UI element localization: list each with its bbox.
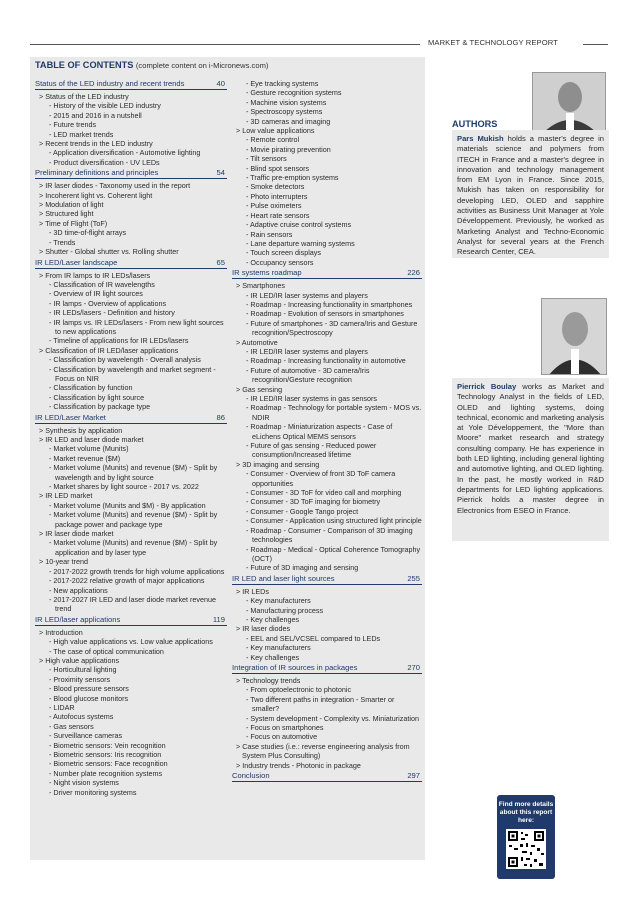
toc-section xyxy=(232,663,422,770)
toc-entry: - Manufacturing process xyxy=(246,605,324,615)
toc-entry: - Rain sensors xyxy=(246,229,293,239)
toc-entry: - Key manufacturers xyxy=(246,643,311,653)
toc-section-title: IR LED/Laser landscape xyxy=(35,257,118,267)
toc-section xyxy=(35,413,227,614)
header-rule-right xyxy=(583,44,608,45)
toc-section-heading[interactable] xyxy=(35,615,227,626)
qr-callout[interactable] xyxy=(497,795,555,879)
toc-entry: - Trends xyxy=(49,237,76,247)
toc-entry: - IR LED/IR laser systems in gas sensors xyxy=(246,394,378,403)
toc-entry: > Smartphones xyxy=(236,281,285,291)
toc-entry: > IR LEDs xyxy=(236,586,269,596)
toc-entry: > Industry trends - Photonic in package xyxy=(236,760,361,770)
toc-entry: > Time of Flight (ToF) xyxy=(39,218,108,228)
toc-entry: > Automotive xyxy=(236,337,278,347)
toc-entry: - Market volume (Munits and $M) - By application xyxy=(49,500,206,510)
toc-entry: > Status of the LED industry xyxy=(39,92,129,101)
toc-section-title: IR LED/Laser Market xyxy=(35,412,106,422)
report-type-label: MARKET & TECHNOLOGY REPORT xyxy=(428,38,558,47)
toc-entry: - Gesture recognition systems xyxy=(246,88,342,98)
toc-entry: - History of the visible LED industry xyxy=(49,101,161,111)
toc-entry: - Future of gas sensing - Reduced power consumption/Increased lifetime xyxy=(246,441,377,460)
toc-entry: - Market volume (Munits) and revenue ($M) - Split by application and by laser type xyxy=(49,538,218,557)
author-name: Pars Mukish xyxy=(457,134,504,143)
toc-entry: - Classification by wavelength - Overall analysis xyxy=(49,355,201,365)
toc-entry: - Market shares by light source - 2017 vs. 2022 xyxy=(49,482,199,492)
toc-entry: - Future of automotive - 3D camera/Iris recognition/Gesture recognition xyxy=(246,365,370,385)
toc-entry: > IR laser diode market xyxy=(39,529,114,539)
toc-entry: > Modulation of light xyxy=(39,200,104,210)
toc-entry: - Roadmap - Medical - Optical Coherence Tomography (OCT) xyxy=(246,544,421,563)
toc-entry: - Smoke detectors xyxy=(246,182,305,192)
toc-entry: - Eye tracking systems xyxy=(246,79,319,88)
toc-section-heading[interactable] xyxy=(35,413,227,424)
toc-entry: - Timeline of applications for IR LEDs/lasers xyxy=(49,336,189,346)
portrait-icon xyxy=(533,73,606,132)
toc-section-title: Conclusion xyxy=(232,771,270,781)
toc-entry: - The case of optical communication xyxy=(49,646,164,656)
toc-entry: - 2017-2022 relative growth of major applications xyxy=(49,576,205,586)
toc-entry: - Occupancy sensors xyxy=(246,257,314,267)
header-rule-left xyxy=(30,44,420,45)
toc-section xyxy=(232,771,422,782)
toc-entry: - Blood glucose monitors xyxy=(49,693,129,703)
toc-entry: - Surveillance cameras xyxy=(49,731,123,741)
toc-entry: - Lane departure warning systems xyxy=(246,238,355,248)
toc-entry: - 2017-2027 IR LED and laser diode market revenue trend xyxy=(49,594,217,614)
toc-entry: > High value applications xyxy=(39,655,120,665)
toc-section-title: IR LED/laser applications xyxy=(35,614,121,624)
toc-entry: - Focus on automotive xyxy=(246,732,318,742)
toc-entry: - Biometric sensors: Iris recognition xyxy=(49,750,162,759)
authors-heading: AUTHORS xyxy=(452,119,498,129)
toc-entry: - Roadmap - Consumer - Comparison of 3D imaging technologies xyxy=(246,525,413,545)
toc-entry: > Shutter - Global shutter vs. Rolling shutter xyxy=(39,247,179,257)
table-of-contents xyxy=(30,57,425,860)
toc-entry: > Low value applications xyxy=(236,126,315,136)
author-photo-pierrick-boulay xyxy=(541,298,607,375)
toc-section xyxy=(35,615,227,797)
toc-entry: - High value applications vs. Low value applications xyxy=(49,637,213,647)
toc-entry: > From IR lamps to IR LEDs/lasers xyxy=(39,270,151,280)
toc-entry: - Market volume (Munits) and revenue ($M) - Split by package power and package type xyxy=(49,510,218,529)
toc-entry: > Gas sensing xyxy=(236,384,283,394)
toc-entry: > Structured light xyxy=(39,209,94,219)
toc-section xyxy=(35,79,227,167)
toc-section-heading[interactable] xyxy=(232,574,422,585)
toc-section-heading[interactable] xyxy=(232,771,422,782)
toc-subtitle: (complete content on i-Micronews.com) xyxy=(135,61,269,70)
toc-entry: - Future of 3D imaging and sensing xyxy=(246,563,359,573)
report-header xyxy=(0,38,638,52)
toc-section xyxy=(35,168,227,256)
toc-entry: - IR lamps - Overview of applications xyxy=(49,298,167,308)
toc-entry: - Market volume (Munits) xyxy=(49,444,129,454)
toc-entry: - LED market trends xyxy=(49,129,114,139)
toc-entry: - Application diversification - Automotive lighting xyxy=(49,148,201,158)
toc-page-number: 119 xyxy=(212,614,225,624)
toc-entry: - Focus on smartphones xyxy=(246,723,324,732)
toc-entry: - Product diversification - UV LEDs xyxy=(49,157,160,167)
toc-page-number: 54 xyxy=(216,168,225,178)
toc-entry: - Roadmap - Technology for portable system - MOS vs. NDIR xyxy=(246,403,422,422)
toc-entry: - 3D cameras and imaging xyxy=(246,116,331,126)
toc-section-heading[interactable] xyxy=(35,79,227,90)
toc-page-number: 86 xyxy=(216,412,225,422)
toc-entry: - Night vision systems xyxy=(49,778,119,788)
toc-entry: - Biometric sensors: Face recognition xyxy=(49,759,168,769)
toc-entry: > IR LED market xyxy=(39,491,93,501)
toc-entry: - Blood pressure sensors xyxy=(49,684,129,694)
toc-page-number: 40 xyxy=(216,79,225,88)
toc-section xyxy=(232,574,422,662)
toc-entry: - IR LED/IR laser systems and players xyxy=(246,290,368,300)
toc-page-number: 255 xyxy=(407,573,420,583)
toc-left-column xyxy=(35,79,227,798)
toc-entry: > Synthesis by application xyxy=(39,425,123,435)
toc-entry: > Classification of IR LED/laser applications xyxy=(39,345,179,355)
toc-entry: - 2017-2022 growth trends for high volume applications xyxy=(49,566,225,576)
toc-entry: - Key manufacturers xyxy=(246,596,311,606)
toc-section xyxy=(35,258,227,412)
toc-entry: - Roadmap - Miniaturization aspects - Case of eLichens Optical MEMS sensors xyxy=(246,422,393,441)
toc-entry: - Blind spot sensors xyxy=(246,163,310,173)
toc-right-column xyxy=(232,79,422,784)
toc-entry: - New applications xyxy=(49,585,108,595)
toc-entry: - 3D time-of-flight arrays xyxy=(49,228,127,238)
toc-section-heading[interactable] xyxy=(35,258,227,269)
toc-entry: - IR LEDs/lasers - Definition and history xyxy=(49,308,175,318)
toc-entry: - Market revenue ($M) xyxy=(49,453,121,463)
toc-section-continued xyxy=(232,79,422,267)
toc-entry: - EEL and SEL/VCSEL compared to LEDs xyxy=(246,633,381,643)
toc-entry: - From optoelectronic to photonic xyxy=(246,685,352,695)
toc-entry: > IR laser diodes - Taxonomy used in the report xyxy=(39,181,191,191)
toc-entry: - Heart rate sensors xyxy=(246,210,310,220)
toc-entry: - Overview of IR light sources xyxy=(49,289,143,299)
toc-entry: - Biometric sensors: Vein recognition xyxy=(49,740,166,750)
toc-entry: - Roadmap - Increasing functionality in smartphones xyxy=(246,299,413,309)
toc-entry: - Consumer - 3D ToF for video call and morphing xyxy=(246,488,402,498)
toc-entry: - LIDAR xyxy=(49,702,75,712)
toc-entry: - Touch screen displays xyxy=(246,248,321,258)
toc-entry: - System development - Complexity vs. Miniaturization xyxy=(246,713,419,723)
author-photo-pars-mukish xyxy=(532,72,606,132)
toc-entry: - Adaptive cruise control systems xyxy=(246,220,352,230)
toc-entry: > Incoherent light vs. Coherent light xyxy=(39,190,153,200)
toc-entry: - Consumer - Application using structured light principle xyxy=(246,516,422,526)
toc-entry: - Pulse oximeters xyxy=(246,201,302,211)
toc-section-heading[interactable] xyxy=(232,663,422,674)
toc-entry: - Classification by package type xyxy=(49,402,151,412)
toc-page-number: 297 xyxy=(407,771,420,781)
toc-entry: - Classification by wavelength and market segment - Focus on NIR xyxy=(49,364,216,383)
toc-entry: - Consumer - 3D ToF imaging for biometry xyxy=(246,497,381,507)
qr-label: Find more details about this report here: xyxy=(498,801,554,824)
author-bio-pars-mukish xyxy=(452,130,609,258)
toc-entry: - Number plate recognition systems xyxy=(49,768,163,778)
toc-entry: > Introduction xyxy=(39,627,83,637)
author-bio-pierrick-boulay xyxy=(452,378,609,541)
toc-entry: > Technology trends xyxy=(236,675,301,685)
toc-entry: > Case studies (i.e.: reverse engineering analysis from System Plus Consulting) xyxy=(236,741,410,761)
toc-entry: - Movie pirating prevention xyxy=(246,144,331,154)
toc-entry: - Gas sensors xyxy=(49,721,94,731)
toc-entry: > 3D imaging and sensing xyxy=(236,459,320,469)
toc-entry: - Consumer - Overview of front 3D ToF camera opportunities xyxy=(246,469,396,488)
author-bio-text: works as Market and Technology Analyst in the fields of LED, OLED and lighting systems, doing technical, economic and marketing analysis at Yole Développement, the "More than Moore" market research and strategy consulting company. He has experience in both LED lighting, including general lighting and automotive lighting, and OLED lighting. In the past, he mostly worked in R&D departments for LED lighting applications. Pierrick holds a master degree in Electronics from ESEO in France. xyxy=(457,382,604,515)
toc-heading: TABLE OF CONTENTS xyxy=(35,60,134,70)
toc-entry: > IR laser diodes xyxy=(236,624,291,634)
toc-entry: - Future trends xyxy=(49,120,97,130)
toc-section-heading[interactable] xyxy=(232,268,422,279)
toc-section-title: IR LED and laser light sources xyxy=(232,573,335,583)
toc-section-title: Integration of IR sources in packages xyxy=(232,662,358,672)
toc-section-title: Status of the LED industry and recent trends xyxy=(35,79,185,88)
toc-entry: - Market volume (Munits) and revenue ($M) - Split by wavelength and by light source xyxy=(49,463,218,482)
toc-entry: - 2015 and 2016 in a nutshell xyxy=(49,110,142,120)
toc-title xyxy=(35,60,268,70)
toc-entry: - Driver monitoring systems xyxy=(49,787,137,797)
toc-page-number: 226 xyxy=(407,268,420,278)
toc-entry: - Roadmap - Increasing functionality in automotive xyxy=(246,356,406,366)
toc-entry: - Future of smartphones - 3D camera/Iris and Gesture recognition/Spectroscopy xyxy=(246,318,418,338)
toc-entry: - IR LED/IR laser systems and players xyxy=(246,346,368,356)
portrait-icon xyxy=(542,299,607,375)
toc-entry: - Tilt sensors xyxy=(246,154,287,164)
toc-section-heading[interactable] xyxy=(35,168,227,179)
toc-entry: - Consumer - Google Tango project xyxy=(246,506,359,516)
toc-entry: > Recent trends in the LED industry xyxy=(39,139,153,149)
toc-entry: - Classification by light source xyxy=(49,392,145,402)
toc-entry: - Spectroscopy systems xyxy=(246,107,323,117)
toc-entry: - Classification of IR wavelengths xyxy=(49,279,155,289)
toc-section xyxy=(232,268,422,573)
toc-entry: - Proximity sensors xyxy=(49,674,111,684)
author-bio-text: holds a master's degree in materials science and polymers from ITECH in France and a master's degree in innovation and technology management from EM Lyon in France. Since 2015, Mukish has taken on responsibility for developing LED, OLED and sapphire activities as Business Unit Manager at Yole Développement. Previously, he worked as Marketing Analyst and Techno-Economic Analyst for several years at the French Research Center, CEA. xyxy=(457,134,604,257)
toc-entry: - Two different paths in integration - Smarter or smaller? xyxy=(246,694,395,714)
toc-page-number: 65 xyxy=(216,257,225,267)
toc-entry: - IR lamps vs. IR LEDs/lasers - From new light sources to new applications xyxy=(49,317,224,336)
toc-entry: - Photo interrupters xyxy=(246,191,308,201)
toc-page-number: 270 xyxy=(407,662,420,672)
toc-entry: > IR LED and laser diode market xyxy=(39,435,144,444)
toc-entry: - Remote control xyxy=(246,135,300,145)
toc-entry: - Autofocus systems xyxy=(49,712,114,722)
toc-entry: - Traffic pre-emption systems xyxy=(246,173,339,183)
toc-entry: - Machine vision systems xyxy=(246,97,327,107)
toc-section-title: IR systems roadmap xyxy=(232,268,302,278)
toc-entry: > 10-year trend xyxy=(39,557,88,567)
toc-entry: - Horticultural lighting xyxy=(49,665,117,675)
toc-section-title: Preliminary definitions and principles xyxy=(35,168,159,178)
toc-entry: - Key challenges xyxy=(246,614,300,624)
author-name: Pierrick Boulay xyxy=(457,382,517,391)
qr-code-icon[interactable] xyxy=(506,829,546,869)
toc-entry: - Roadmap - Evolution of sensors in smartphones xyxy=(246,309,404,319)
toc-entry: - Classification by function xyxy=(49,383,133,393)
toc-entry: - Key challenges xyxy=(246,652,300,662)
